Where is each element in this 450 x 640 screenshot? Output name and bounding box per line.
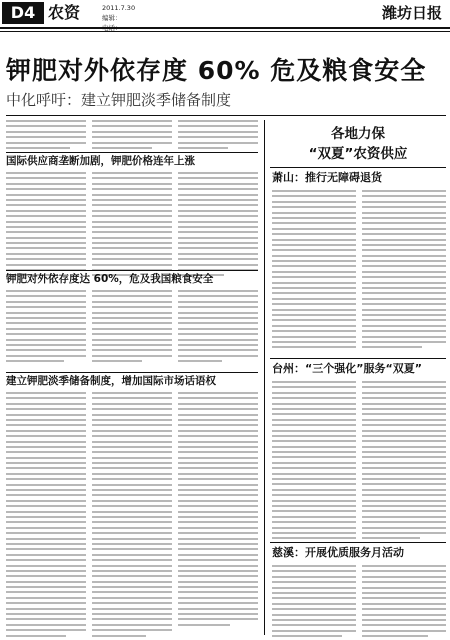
masthead-rule (0, 27, 450, 29)
headline: 钾肥对外依存度 60% 危及粮食安全 (6, 56, 427, 85)
sidebar-rule-1 (270, 167, 446, 168)
sidebar-item-1-title: 萧山：推行无障碍退货 (272, 171, 382, 184)
section-rule-1 (6, 152, 258, 153)
article-col-3c (178, 290, 258, 365)
article-col-2c (92, 290, 172, 365)
article-col-1a (6, 120, 86, 152)
article-col-2d (92, 392, 172, 640)
section-title-3: 建立钾肥淡季储备制度，增加国际市场话语权 (6, 375, 216, 387)
section-title-1: 国际供应商垄断加剧，钾肥价格连年上涨 (6, 155, 195, 167)
sidebar-item-3-col-a (272, 565, 356, 640)
sidebar-item-1-col-b (362, 190, 446, 352)
paper-name: 潍坊日报 (381, 4, 442, 22)
article-col-3d (178, 392, 258, 629)
article-col-1d (6, 392, 86, 640)
subheadline: 中化呼吁：建立钾肥淡季储备制度 (6, 91, 232, 109)
sidebar-title-line2: “双夏”农资供应 (308, 146, 408, 162)
article-col-3a (178, 120, 258, 152)
article-col-3b (178, 172, 258, 280)
sidebar-item-3-col-b (362, 565, 446, 640)
masthead (0, 0, 450, 26)
article-col-2b (92, 172, 172, 280)
issue-date: 2011.7.30 (102, 4, 136, 12)
sidebar-title-line1: 各地力保 (331, 126, 385, 142)
article-col-2a (92, 120, 172, 152)
article-col-1c (6, 290, 86, 365)
section-name: 农资 (48, 3, 81, 22)
section-rule-3 (6, 372, 258, 373)
section-rule-2 (6, 270, 258, 271)
headline-rule (6, 115, 446, 116)
sidebar-item-1-col-a (272, 190, 356, 352)
sidebar-item-3-title: 慈溪：开展优质服务月活动 (272, 546, 404, 559)
section-title-2: 钾肥对外依存度达 60%，危及我国粮食安全 (6, 273, 214, 285)
sidebar-rule-2 (270, 358, 446, 359)
editor-line: 编辑： (102, 14, 122, 22)
masthead-rule-thin (0, 31, 450, 32)
sidebar-rule-3 (270, 542, 446, 543)
column-divider (264, 120, 265, 635)
sidebar-item-2-col-b (362, 381, 446, 543)
page-code: D4 (2, 2, 44, 24)
sidebar-item-2-col-a (272, 381, 356, 543)
sidebar-item-2-title: 台州：“三个强化”服务“双夏” (272, 362, 422, 375)
article-col-1b (6, 172, 86, 280)
